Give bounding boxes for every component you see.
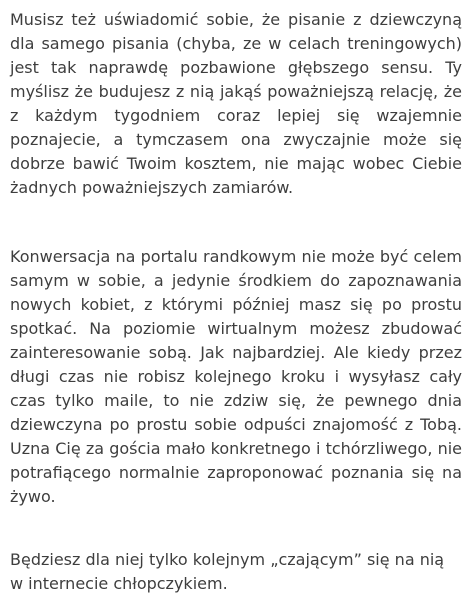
paragraph-2: Konwersacja na portalu randkowym nie może być celem samym w sobie, a jedynie środkiem do zapoznawania nowych kobiet, z którymi później masz się po prostu spotkać. Na poziomie wirtualnym możesz zbudować zainteresowanie sobą. Jak najbardziej. Ale kiedy przez długi czas nie robisz kolejnego kroku i wysyłasz cały czas tylko maile, to nie zdziw się, że pewnego dnia dziewczyna po prostu sobie odpuści znajomość z Tobą. Uzna Cię za gościa mało konkretnego i tchórzliwego, nie potrafiącego normalnie zaproponować poznania się na żywo. (10, 247, 462, 506)
paragraph-1: Musisz też uświadomić sobie, że pisanie z dziewczyną dla samego pisania (chyba, ze w celach treningowych) jest tak naprawdę pozbawione głębszego sensu. Ty myślisz że budujesz z nią jakąś poważniejszą relację, że z każdym tygodniem coraz lepiej się wzajemnie poznajecie, a tymczasem ona zwyczajnie może się dobrze bawić Twoim kosztem, nie mając wobec Ciebie żadnych poważniejszych zamiarów. (10, 10, 462, 197)
paragraph-3: Będziesz dla niej tylko kolejnym „czającym” się na nią w internecie chłopczykiem. (10, 550, 445, 593)
